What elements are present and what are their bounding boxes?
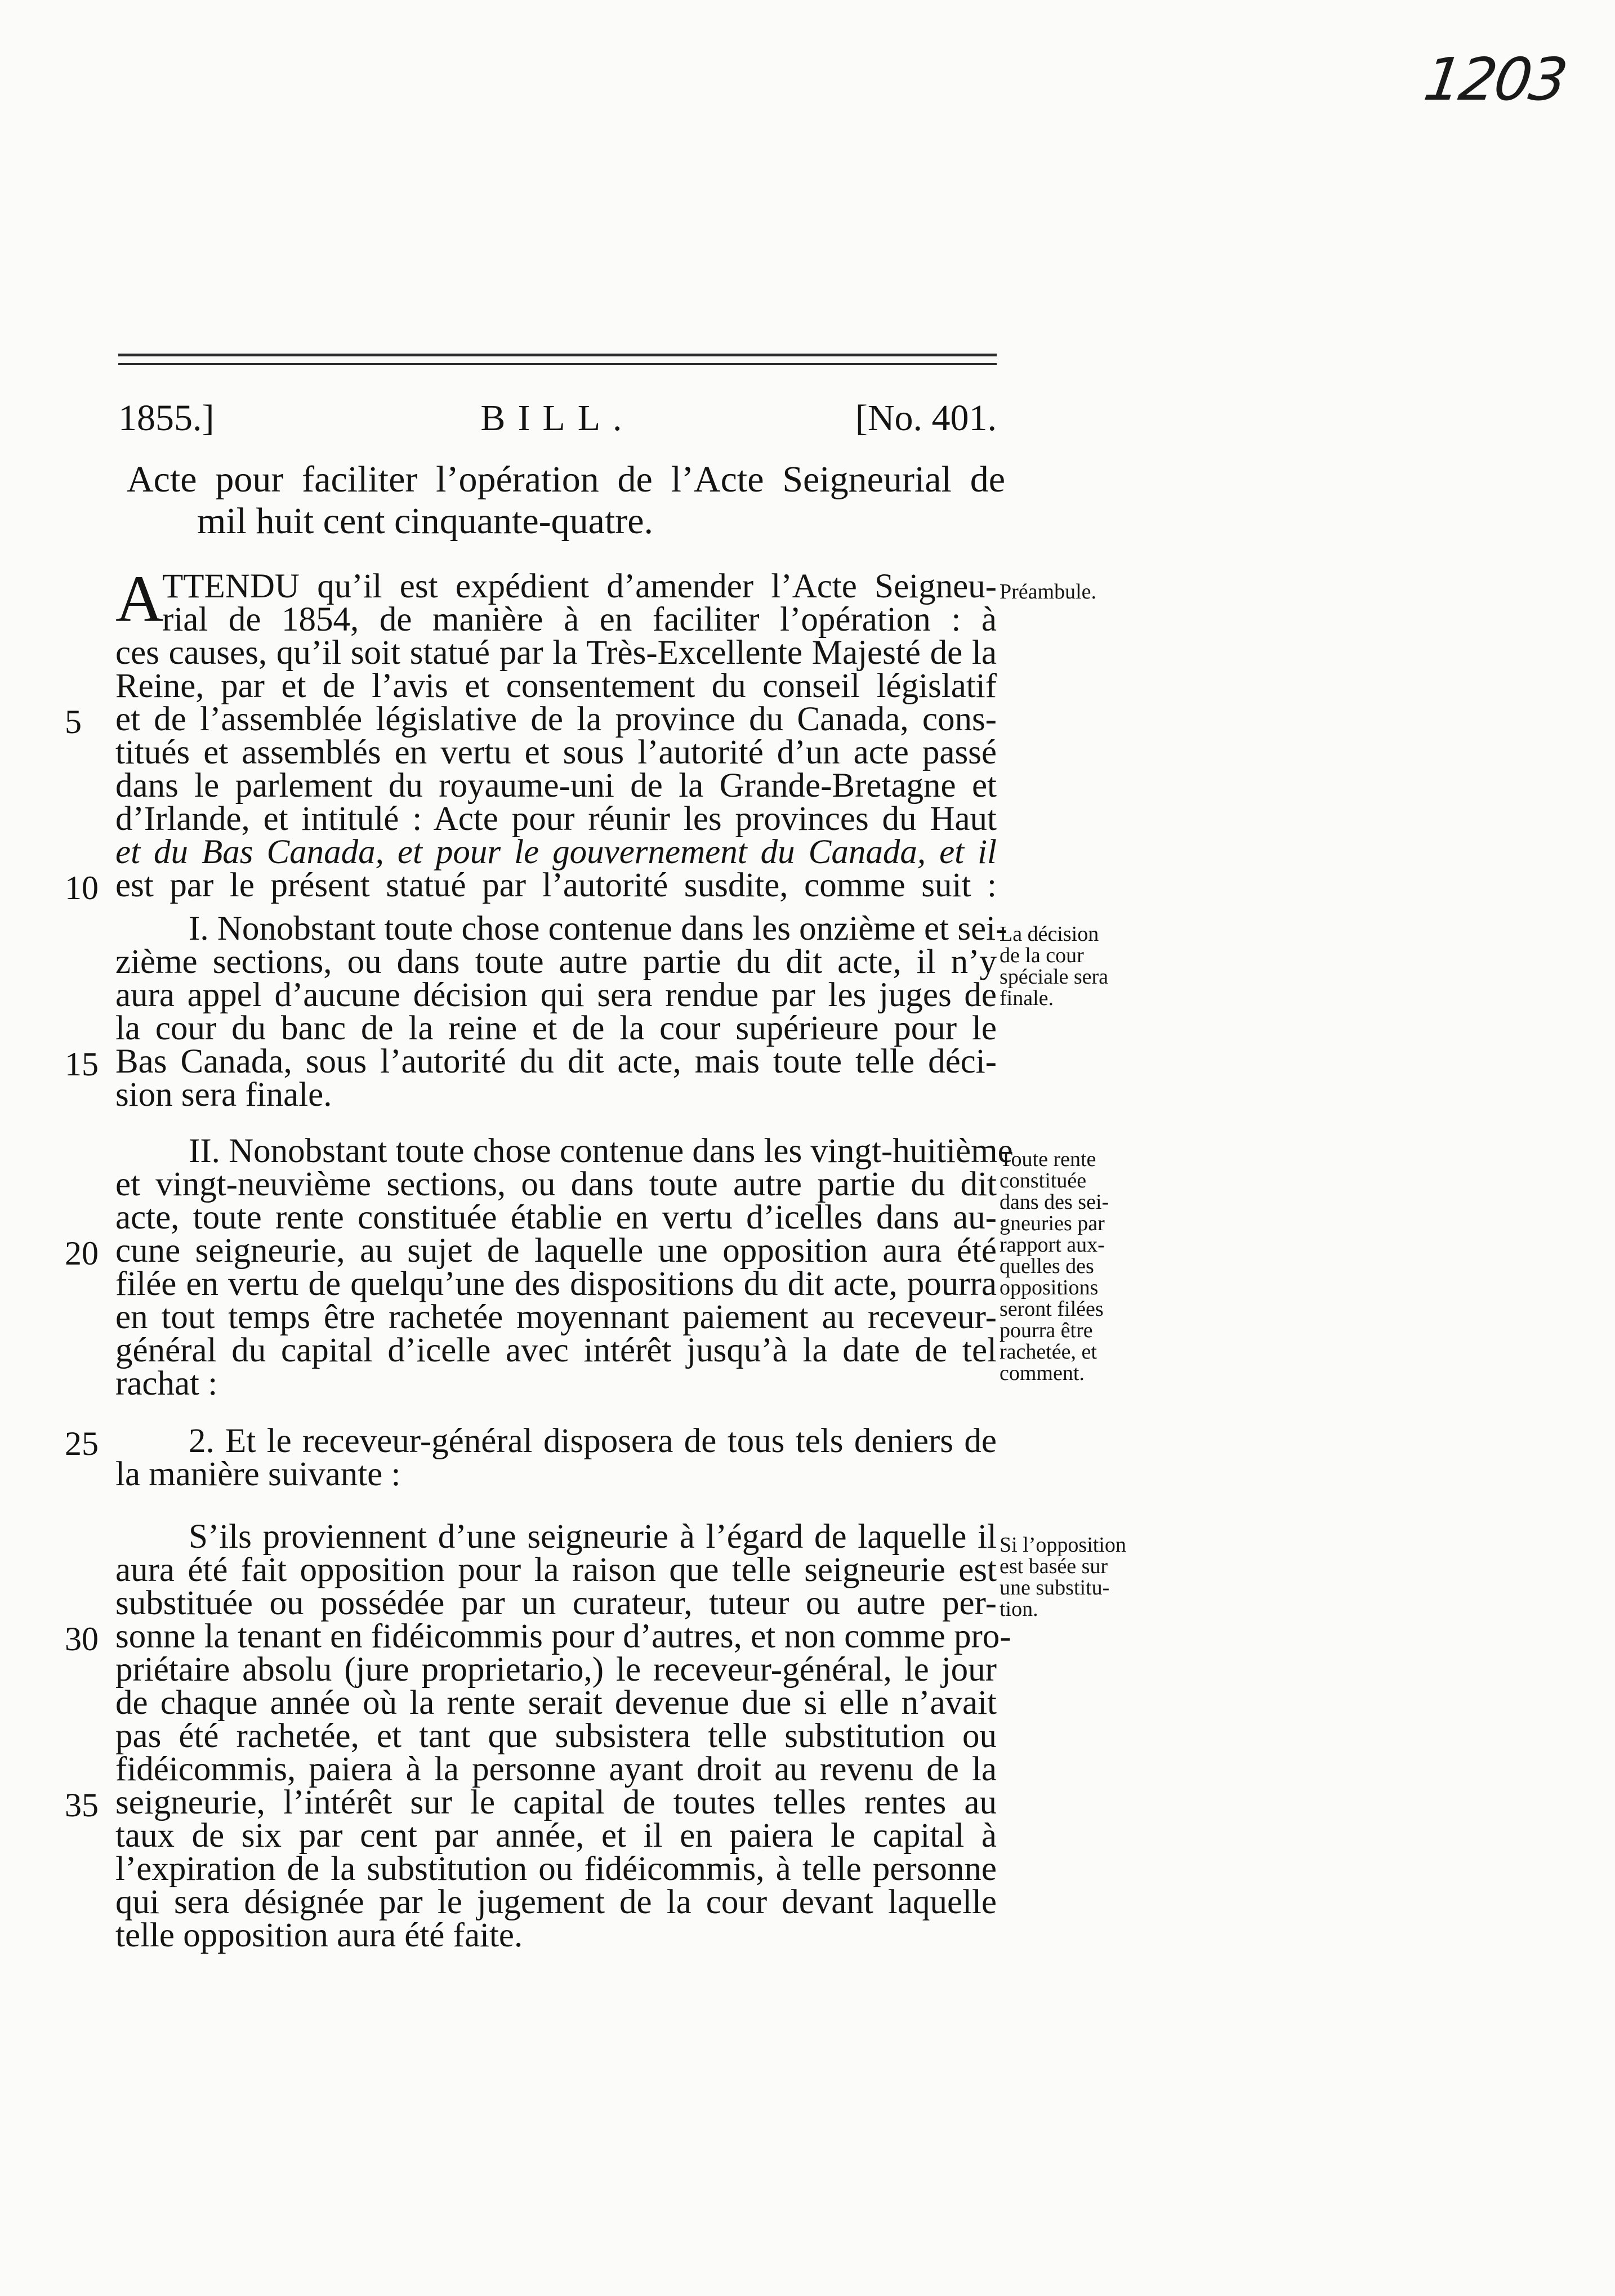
text-line: titués et assemblés en vertu et sous l’autorité d’un acte passé	[115, 734, 997, 771]
bill-title	[127, 459, 1005, 542]
page-number: 1203	[1420, 45, 1570, 114]
line-number: 10	[65, 869, 99, 906]
text-line: cune seigneurie, au sujet de laquelle une opposition aura été	[115, 1232, 997, 1270]
line-number: 5	[65, 703, 82, 740]
line-number: 25	[65, 1425, 99, 1462]
text-line: la cour du banc de la reine et de la cour supérieure pour le	[115, 1009, 997, 1047]
text-line: en tout temps être rachetée moyennant paiement au receveur-	[115, 1298, 997, 1336]
text-line: rial de 1854, de manière à en faciliter l’opération : à	[162, 601, 997, 638]
text-line: acte, toute rente constituée établie en vertu d’icelles dans au-	[115, 1199, 997, 1236]
text-line: TTENDU qu’il est expédient d’amender l’Acte Seigneu-	[162, 568, 997, 605]
margin-line: de la cour	[1000, 944, 1084, 967]
margin-line: La décision	[1000, 922, 1099, 946]
margin-line: oppositions	[1000, 1276, 1099, 1299]
text-line: sion sera finale.	[115, 1076, 332, 1114]
margin-line: spéciale sera	[1000, 965, 1109, 989]
text-line: d’Irlande, et intitulé : Acte pour réunir les provinces du Haut	[115, 800, 997, 838]
section-2-subsection	[115, 1424, 997, 1491]
margin-line: finale.	[1000, 986, 1054, 1010]
bill-label: BILL.	[480, 397, 635, 439]
text-line: rachat :	[115, 1365, 218, 1402]
margin-line: rapport aux-	[1000, 1233, 1105, 1257]
margin-line: comment.	[1000, 1361, 1085, 1385]
text-line: priétaire absolu (jure proprietario,) le receveur-général, le jour	[115, 1651, 997, 1689]
margin-line: une substitu-	[1000, 1576, 1110, 1600]
text-line: filée en vertu de quelqu’une des dispositions du dit acte, pourra	[115, 1265, 997, 1303]
text-line: aura été fait opposition pour la raison que telle seigneurie est	[115, 1551, 997, 1589]
text-line: seigneurie, l’intérêt sur le capital de toutes telles rentes au	[115, 1784, 997, 1821]
line-number: 20	[65, 1235, 99, 1272]
preamble	[115, 562, 997, 904]
text-line: et du Bas Canada, et pour le gouvernement du Canada, et il	[115, 833, 997, 871]
section-3	[115, 1518, 1011, 1954]
margin-line: tion.	[1000, 1597, 1038, 1621]
text-line: ces causes, qu’il soit statué par la Très-Excellente Majesté de la	[115, 634, 997, 672]
bill-number: [No. 401.	[855, 397, 997, 439]
margin-line: Si l’opposition	[1000, 1533, 1126, 1557]
line-number: 30	[65, 1620, 99, 1658]
margin-line: dans des sei-	[1000, 1190, 1109, 1214]
text-line: Bas Canada, sous l’autorité du dit acte, mais toute telle déci-	[115, 1043, 997, 1080]
text-line: taux de six par cent par année, et il en paiera le capital à	[115, 1817, 997, 1855]
margin-note-section-2	[1000, 1149, 1146, 1384]
text-line: la manière suivante :	[115, 1455, 401, 1493]
drop-capital: A	[115, 562, 164, 636]
margin-line: seront filées	[1000, 1297, 1104, 1321]
margin-line: Préambule.	[1000, 580, 1097, 604]
top-rule	[118, 354, 997, 356]
section-2	[115, 1132, 1013, 1402]
text-line: telle opposition aura été faite.	[115, 1917, 523, 1954]
text-line: de chaque année où la rente serait devenue due si elle n’avait	[115, 1684, 997, 1722]
text-line: qui sera désignée par le jugement de la cour devant laquelle	[115, 1883, 997, 1921]
line-number: 15	[65, 1046, 99, 1083]
text-line: et vingt-neuvième sections, ou dans toute autre partie du dit	[115, 1165, 997, 1203]
text-line: 2. Et le receveur-général disposera de tous tels deniers de	[189, 1422, 997, 1460]
margin-line: constituée	[1000, 1169, 1087, 1192]
section-1	[115, 910, 1007, 1114]
line-number: 35	[65, 1786, 99, 1824]
margin-note-section-1	[1000, 923, 1146, 1009]
text-line: est par le présent statué par l’autorité susdite, comme suit :	[115, 866, 997, 904]
text-line: substituée ou possédée par un curateur, tuteur ou autre per-	[115, 1584, 997, 1622]
margin-line: quelles des	[1000, 1254, 1094, 1278]
text-line: II. Nonobstant toute chose contenue dans les vingt-huitième	[189, 1132, 1013, 1170]
text-line: sonne la tenant en fidéicommis pour d’autres, et non comme pro-	[115, 1618, 1011, 1655]
margin-line: Toute rente	[1000, 1147, 1096, 1171]
margin-line: pourra être	[1000, 1319, 1093, 1342]
text-line: aura appel d’aucune décision qui sera rendue par les juges de	[115, 976, 997, 1014]
text-line: l’expiration de la substitution ou fidéicommis, à telle personne	[115, 1850, 997, 1888]
text-line: général du capital d’icelle avec intérêt jusqu’à la date de tel	[115, 1332, 997, 1369]
title-line: mil huit cent cinquante-quatre.	[197, 501, 654, 542]
text-line: fidéicommis, paiera à la personne ayant droit au revenu de la	[115, 1750, 997, 1788]
margin-line: est basée sur	[1000, 1555, 1108, 1578]
text-line: pas été rachetée, et tant que subsistera telle substitution ou	[115, 1717, 997, 1755]
text-line: I. Nonobstant toute chose contenue dans les onzième et sei-	[189, 910, 1007, 948]
margin-line: gneuries par	[1000, 1212, 1105, 1235]
text-line: zième sections, ou dans toute autre partie du dit acte, il n’y	[115, 943, 997, 981]
margin-line: rachetée, et	[1000, 1340, 1097, 1364]
margin-note-preamble	[1000, 581, 1146, 602]
top-rule-thin	[118, 363, 997, 365]
text-line: Reine, par et de l’avis et consentement du conseil législatif	[115, 667, 997, 705]
title-line: Acte pour faciliter l’opération de l’Acte Seigneurial de	[127, 459, 1005, 500]
bill-header	[118, 397, 997, 448]
text-line: et de l’assemblée législative de la province du Canada, cons-	[115, 700, 997, 738]
text-line: dans le parlement du royaume-uni de la Grande-Bretagne et	[115, 767, 997, 805]
bill-year: 1855.]	[118, 397, 215, 439]
text-line: S’ils proviennent d’une seigneurie à l’égard de laquelle il	[189, 1518, 997, 1556]
margin-note-section-3	[1000, 1534, 1146, 1620]
